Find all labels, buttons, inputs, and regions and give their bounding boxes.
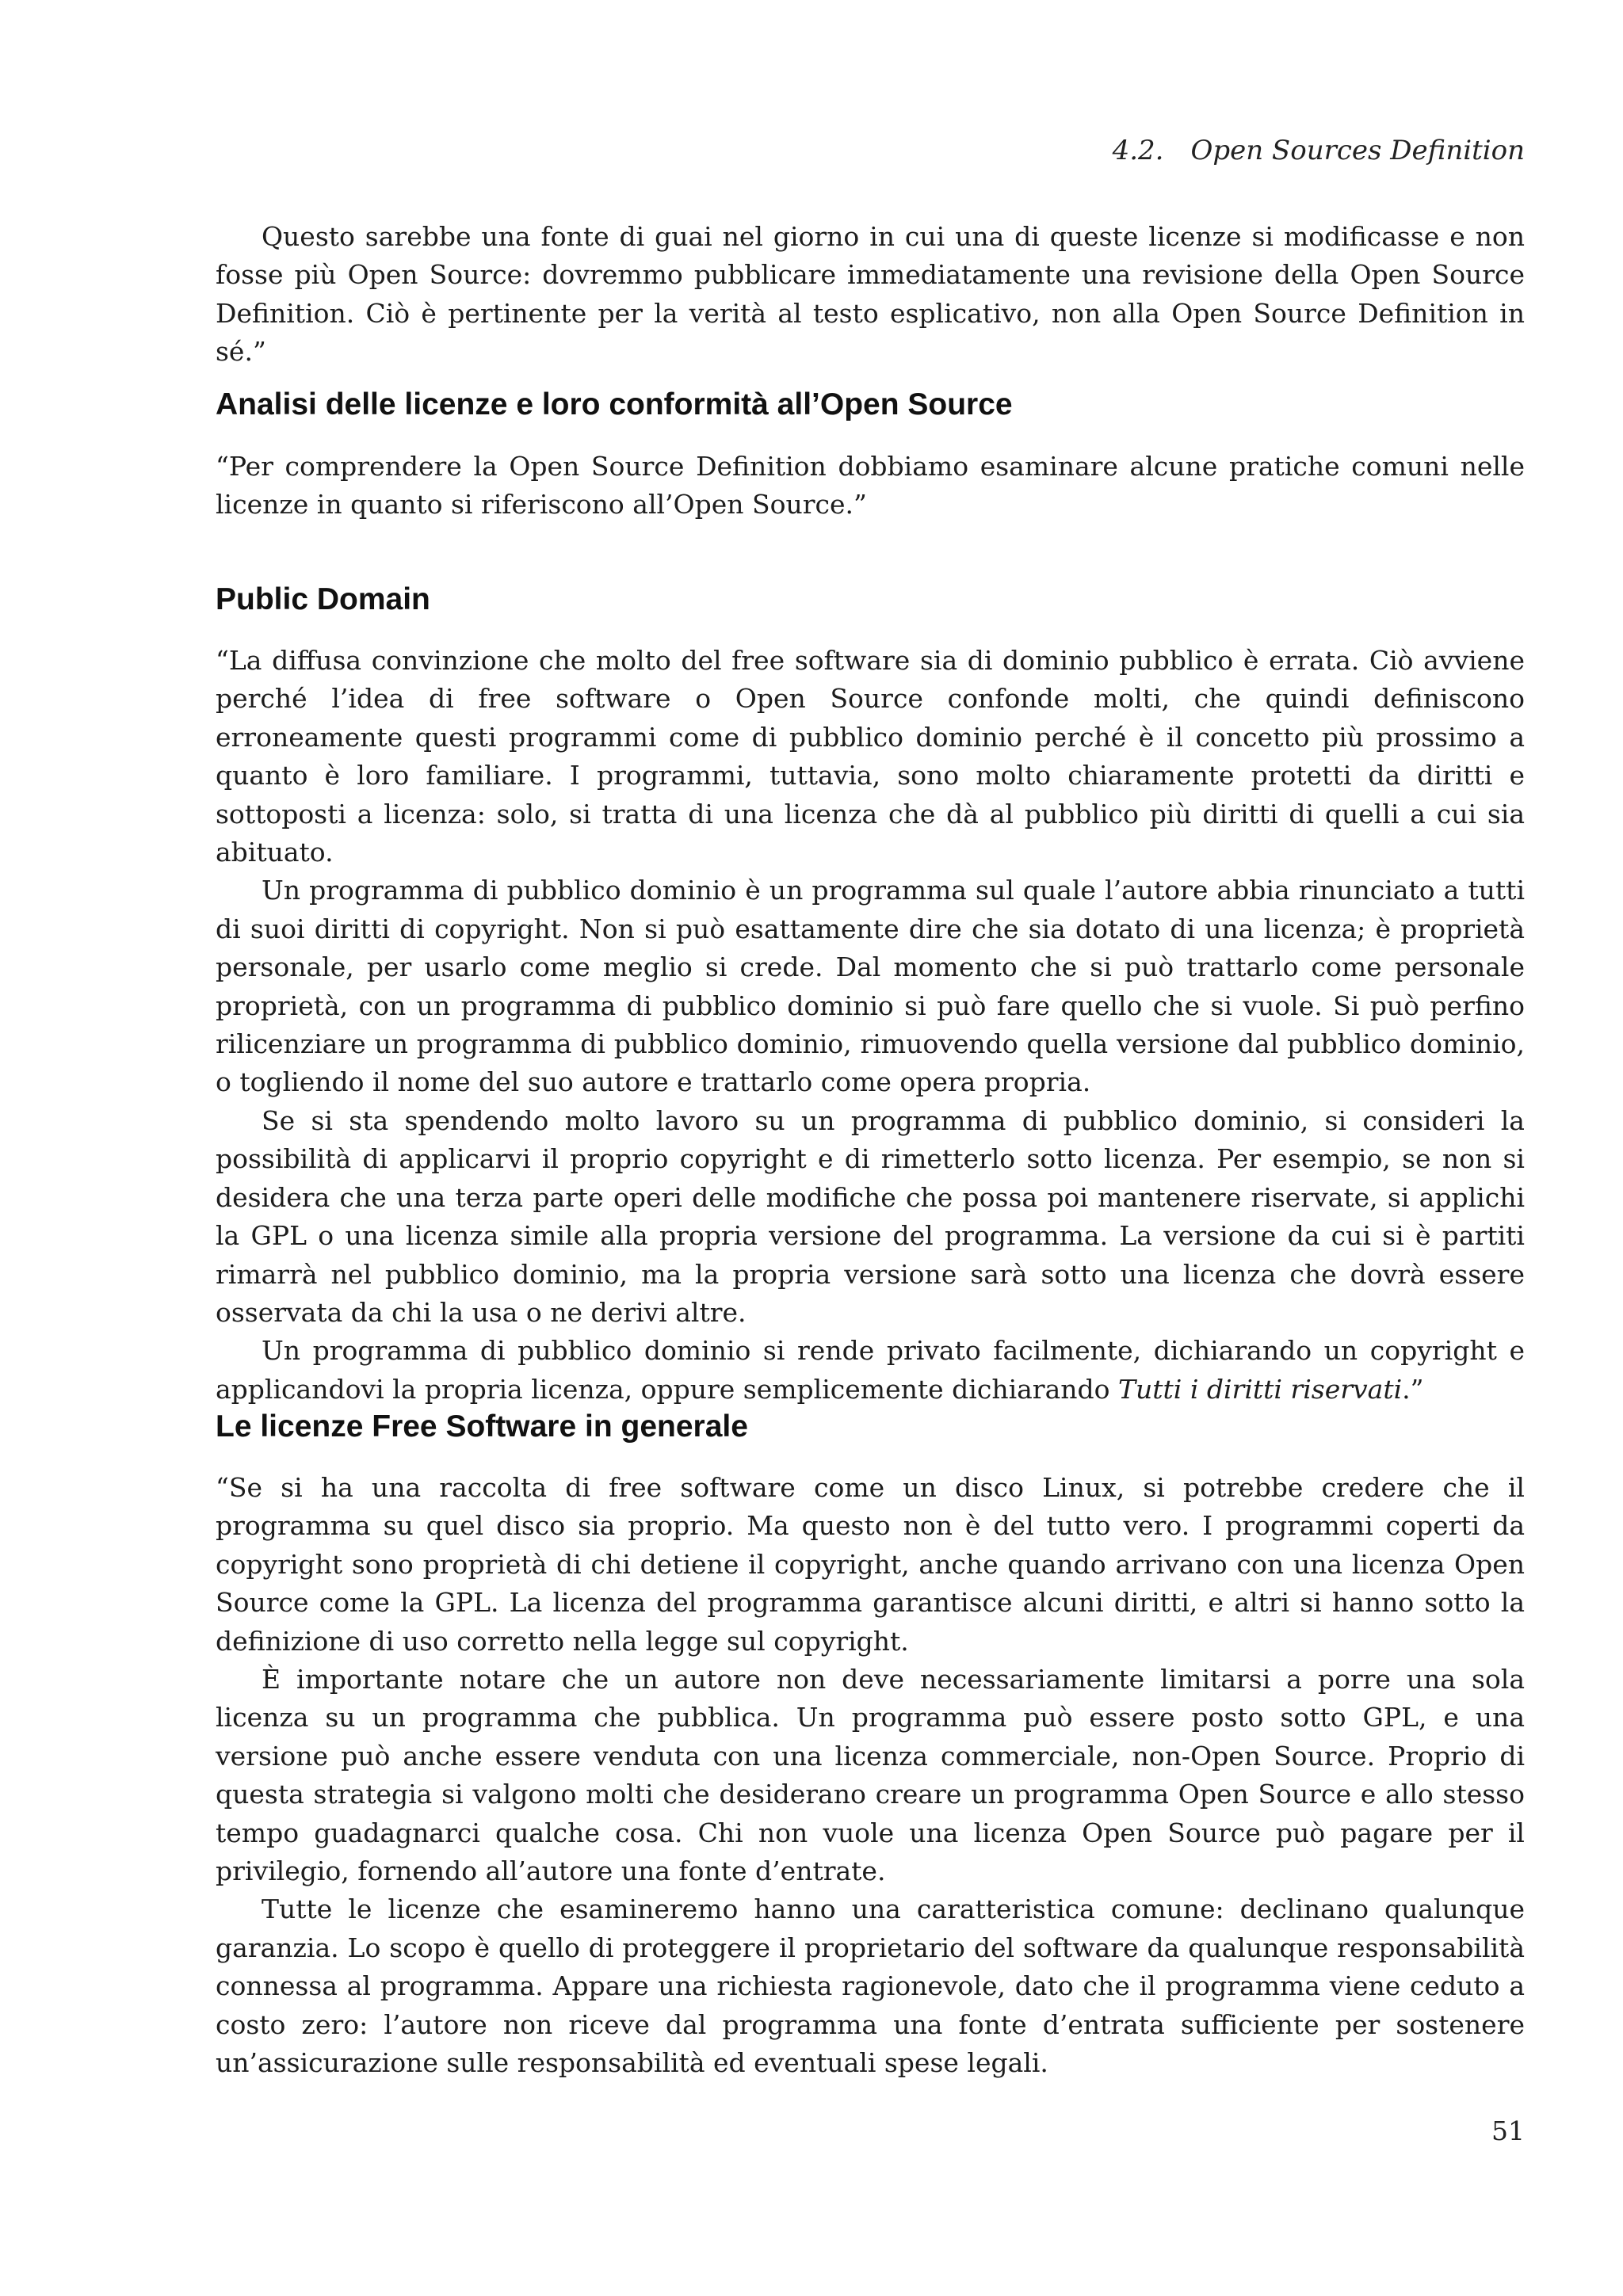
header-section-title: Open Sources Definition (1190, 135, 1525, 166)
paragraph: Tutte le licenze che esamineremo hanno una caratteristica comune: declinano qualunque garanzia. Lo scopo è quello di proteggere il proprietario del software da qualunque responsabilità connessa al programma. Appare una richiesta ragionevole, dato che il programma viene ceduto a costo zero: l’autore non riceve dal programma una fonte d’entrata sufficiente per sostenere un’assicurazione sulle responsabilità ed eventuali spese legali. (216, 1894, 1525, 2079)
paragraph: “La diffusa convinzione che molto del free software sia di dominio pubblico è errata. Ciò avviene perché l’idea di free software o Open Source confonde molti, che quindi definiscono erroneamente questi programmi come di pubblico dominio perché è il concetto più prossimo a quanto è loro familiare. I programmi, tuttavia, sono molto chiaramente protetti da diritti e sottoposti a licenza: solo, si tratta di una licenza che dà al pubblico più diritti di quelli a cui sia abituato. (216, 645, 1525, 868)
section-body-free-software (216, 1469, 1525, 2083)
paragraph: “Per comprendere la Open Source Definition dobbiamo esaminare alcune pratiche comuni nelle licenze in quanto si riferiscono all’Open Source.” (216, 451, 1525, 521)
paragraph: Un programma di pubblico dominio è un programma sul quale l’autore abbia rinunciato a tutti di suoi diritti di copyright. Non si può esattamente dire che sia dotato di una licenza; è proprietà personale, per usarlo come meglio si crede. Dal momento che si può trattarlo come personale proprietà, con un programma di pubblico dominio si può fare quello che si vuole. Si può perfino rilicenziare un programma di pubblico dominio, rimuovendo quella versione dal pubblico dominio, o togliendo il nome del suo autore e trattarlo come opera propria. (216, 875, 1525, 1098)
emphasis-text: Tutti i diritti riservati (1117, 1373, 1403, 1405)
section-heading-public-domain: Public Domain (216, 582, 430, 616)
paragraph: È importante notare che un autore non deve necessariamente limitarsi a porre una sola licenza su un programma che pubblica. Un programma può essere posto sotto GPL, e una versione può anche essere venduta con una licenza commerciale, non-Open Source. Proprio di questa strategia si valgono molti che desiderano creare un programma Open Source e allo stesso tempo guadagnarci qualche cosa. Chi non vuole una licenza Open Source può pagare per il privilegio, fornendo all’autore una fonte d’entrate. (216, 1664, 1525, 1887)
closing-quote: .” (1402, 1373, 1424, 1405)
section-heading-analisi: Analisi delle licenze e loro conformità all’Open Source (216, 387, 1013, 421)
paragraph: “Se si ha una raccolta di free software come un disco Linux, si potrebbe credere che il programma su quel disco sia proprio. Ma questo non è del tutto vero. I programmi coperti da copyright sono proprietà di chi detiene il copyright, anche quando arrivano con una licenza Open Source come la GPL. La licenza del programma garantisce alcuni diritti, e altri si hanno sotto la definizione di uso corretto nella legge sul copyright. (216, 1472, 1525, 1657)
intro-block (216, 218, 1525, 372)
section-body-analisi (216, 448, 1525, 524)
paragraph: Se si sta spendendo molto lavoro su un programma di pubblico dominio, si consideri la possibilità di applicarvi il proprio copyright e di rimetterlo sotto licenza. Per esempio, se non si desidera che una terza parte operi delle modifiche che possa poi mantenere riservate, si applichi la GPL o una licenza simile alla propria versione del programma. La versione da cui si è partiti rimarrà nel pubblico dominio, ma la propria versione sarà sotto una licenza che dovrà essere osservata da chi la usa o ne derivi altre. (216, 1104, 1525, 1328)
paragraph (216, 1332, 1525, 1409)
header-section-number: 4.2. (1112, 135, 1164, 166)
section-heading-free-software: Le licenze Free Software in generale (216, 1409, 748, 1444)
page-number: 51 (1491, 2115, 1525, 2146)
paragraph-text: Un programma di pubblico dominio si rende privato facilmente, dichiarando un copyright e applicandovi la propria licenza, oppure semplicemente dichiarando (216, 1335, 1525, 1405)
section-body-public-domain (216, 642, 1525, 1409)
running-header (216, 133, 1525, 168)
intro-paragraph: Questo sarebbe una fonte di guai nel giorno in cui una di queste licenze si modificasse e non fosse più Open Source: dovremmo pubblicare immediatamente una revisione della Open Source Definition. Ciò è pertinente per la verità al testo esplicativo, non alla Open Source Definition in sé.” (216, 221, 1525, 368)
